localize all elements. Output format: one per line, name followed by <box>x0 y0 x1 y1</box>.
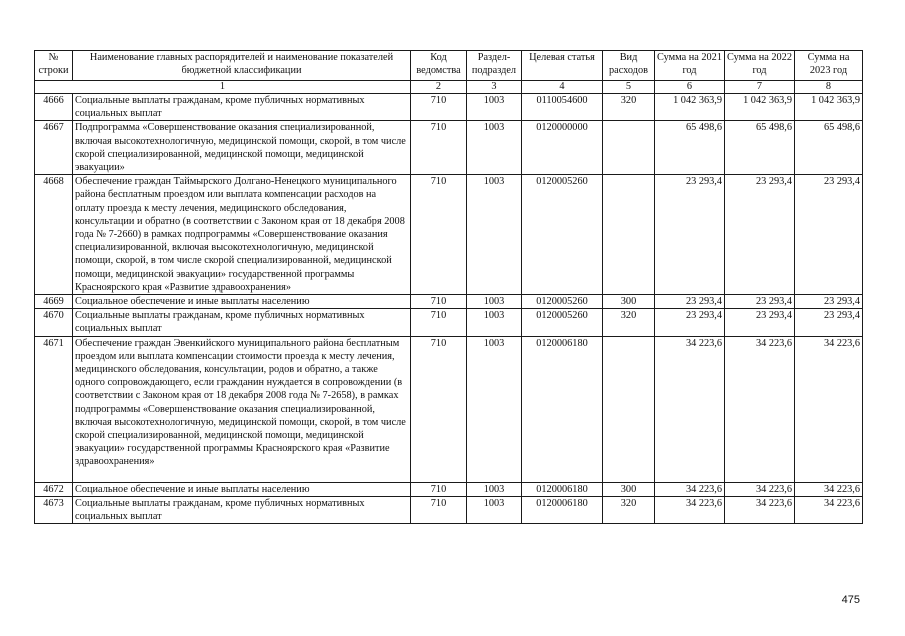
row-expense-type <box>603 336 655 482</box>
header-sum-2021: Сумма на 2021 год <box>655 51 725 81</box>
row-sum-2023: 34 223,6 <box>795 482 863 496</box>
header-sum-2023: Сумма на 2023 год <box>795 51 863 81</box>
row-sum-2023: 23 293,4 <box>795 295 863 309</box>
row-section: 1003 <box>467 295 522 309</box>
row-sum-2021: 23 293,4 <box>655 309 725 336</box>
table-body <box>35 94 863 524</box>
row-expense-type: 320 <box>603 309 655 336</box>
row-dept-code: 710 <box>411 94 467 121</box>
table-header <box>35 51 863 94</box>
column-number: 2 <box>411 81 467 94</box>
column-number: 4 <box>522 81 603 94</box>
row-number: 4668 <box>35 175 73 295</box>
table-row <box>35 175 863 295</box>
row-sum-2021: 23 293,4 <box>655 295 725 309</box>
row-sum-2022: 23 293,4 <box>725 309 795 336</box>
column-number: 1 <box>35 81 411 94</box>
header-target-item: Целевая статья <box>522 51 603 81</box>
row-sum-2023: 34 223,6 <box>795 496 863 523</box>
row-section: 1003 <box>467 496 522 523</box>
table-row <box>35 309 863 336</box>
row-name: Обеспечение граждан Эвенкийского муниципального района бесплатным проездом или выплата компенсации стоимости проезда к месту лечения, медицинского обследования, консультации, родов и обратно, а также одного сопровождающего, если гражданин нуждается в сопровождении (в соответствии с Законом края от 18 декабря 2008 года № 7-2658), в рамках подпрограммы «Совершенствование оказания специализированной, включая высокотехнологичную, медицинской помощи, скорой, в том числе скорой специализированной, медицинской помощи, медицинской эвакуации» государственной программы Красноярского края «Развитие здравоохранения» <box>73 336 411 482</box>
row-expense-type <box>603 121 655 175</box>
column-number: 8 <box>795 81 863 94</box>
row-sum-2021: 1 042 363,9 <box>655 94 725 121</box>
table-row <box>35 482 863 496</box>
row-sum-2022: 34 223,6 <box>725 482 795 496</box>
row-sum-2022: 65 498,6 <box>725 121 795 175</box>
row-sum-2023: 65 498,6 <box>795 121 863 175</box>
row-number: 4671 <box>35 336 73 482</box>
row-expense-type: 300 <box>603 295 655 309</box>
row-sum-2022: 1 042 363,9 <box>725 94 795 121</box>
row-sum-2022: 23 293,4 <box>725 295 795 309</box>
row-sum-2021: 65 498,6 <box>655 121 725 175</box>
page-number: 475 <box>841 594 860 606</box>
row-target-item: 0120005260 <box>522 295 603 309</box>
row-dept-code: 710 <box>411 175 467 295</box>
header-dept-code: Код ведомства <box>411 51 467 81</box>
budget-table <box>34 50 863 524</box>
table-row <box>35 295 863 309</box>
row-target-item: 0110054600 <box>522 94 603 121</box>
table-row <box>35 336 863 482</box>
header-section: Раздел-подраздел <box>467 51 522 81</box>
row-expense-type: 300 <box>603 482 655 496</box>
row-sum-2021: 23 293,4 <box>655 175 725 295</box>
row-dept-code: 710 <box>411 496 467 523</box>
row-number: 4673 <box>35 496 73 523</box>
row-dept-code: 710 <box>411 295 467 309</box>
row-expense-type: 320 <box>603 496 655 523</box>
row-section: 1003 <box>467 336 522 482</box>
row-number: 4667 <box>35 121 73 175</box>
row-sum-2021: 34 223,6 <box>655 482 725 496</box>
row-sum-2022: 23 293,4 <box>725 175 795 295</box>
row-sum-2022: 34 223,6 <box>725 496 795 523</box>
header-name: Наименование главных распорядителей и наименование показателей бюджетной классификации <box>73 51 411 81</box>
row-section: 1003 <box>467 121 522 175</box>
row-target-item: 0120005260 <box>522 175 603 295</box>
row-name: Социальное обеспечение и иные выплаты населению <box>73 295 411 309</box>
row-sum-2023: 23 293,4 <box>795 175 863 295</box>
column-number: 5 <box>603 81 655 94</box>
column-number: 3 <box>467 81 522 94</box>
row-name: Обеспечение граждан Таймырского Долгано-Ненецкого муниципального района бесплатным проездом или выплата компенсации расходов на оплату проезда к месту лечения, медицинского обследования, консультации и обратно (в соответствии с Законом края от 18 декабря 2008 года № 7-2660) в рамках подпрограммы «Совершенствование оказания специализированной, включая высокотехнологичную, медицинской помощи, скорой, в том числе скорой специализированной, медицинской помощи, медицинской эвакуации» государственной программы Красноярского края «Развитие здравоохранения» <box>73 175 411 295</box>
row-number: 4670 <box>35 309 73 336</box>
row-sum-2021: 34 223,6 <box>655 336 725 482</box>
row-number: 4669 <box>35 295 73 309</box>
table-row <box>35 121 863 175</box>
row-number: 4666 <box>35 94 73 121</box>
row-name: Социальное обеспечение и иные выплаты населению <box>73 482 411 496</box>
header-sum-2022: Сумма на 2022 год <box>725 51 795 81</box>
row-sum-2023: 23 293,4 <box>795 309 863 336</box>
row-expense-type: 320 <box>603 94 655 121</box>
row-sum-2022: 34 223,6 <box>725 336 795 482</box>
row-number: 4672 <box>35 482 73 496</box>
row-sum-2021: 34 223,6 <box>655 496 725 523</box>
row-section: 1003 <box>467 309 522 336</box>
row-section: 1003 <box>467 175 522 295</box>
row-dept-code: 710 <box>411 482 467 496</box>
row-name: Социальные выплаты гражданам, кроме публичных нормативных социальных выплат <box>73 94 411 121</box>
row-target-item: 0120000000 <box>522 121 603 175</box>
column-number-row <box>35 81 863 94</box>
row-name: Социальные выплаты гражданам, кроме публичных нормативных социальных выплат <box>73 309 411 336</box>
row-section: 1003 <box>467 94 522 121</box>
row-section: 1003 <box>467 482 522 496</box>
row-dept-code: 710 <box>411 121 467 175</box>
row-name: Подпрограмма «Совершенствование оказания специализированной, включая высокотехнологичную, медицинской помощи, скорой, в том числе скорой специализированной, медицинской помощи, медицинской эвакуации» <box>73 121 411 175</box>
row-sum-2023: 1 042 363,9 <box>795 94 863 121</box>
row-target-item: 0120006180 <box>522 496 603 523</box>
row-expense-type <box>603 175 655 295</box>
column-number: 7 <box>725 81 795 94</box>
row-sum-2023: 34 223,6 <box>795 336 863 482</box>
row-target-item: 0120006180 <box>522 482 603 496</box>
table-row <box>35 94 863 121</box>
row-target-item: 0120005260 <box>522 309 603 336</box>
header-row-no: № строки <box>35 51 73 81</box>
table-row <box>35 496 863 523</box>
column-number: 6 <box>655 81 725 94</box>
row-dept-code: 710 <box>411 336 467 482</box>
row-dept-code: 710 <box>411 309 467 336</box>
row-target-item: 0120006180 <box>522 336 603 482</box>
row-name: Социальные выплаты гражданам, кроме публичных нормативных социальных выплат <box>73 496 411 523</box>
header-expense-type: Вид расходов <box>603 51 655 81</box>
